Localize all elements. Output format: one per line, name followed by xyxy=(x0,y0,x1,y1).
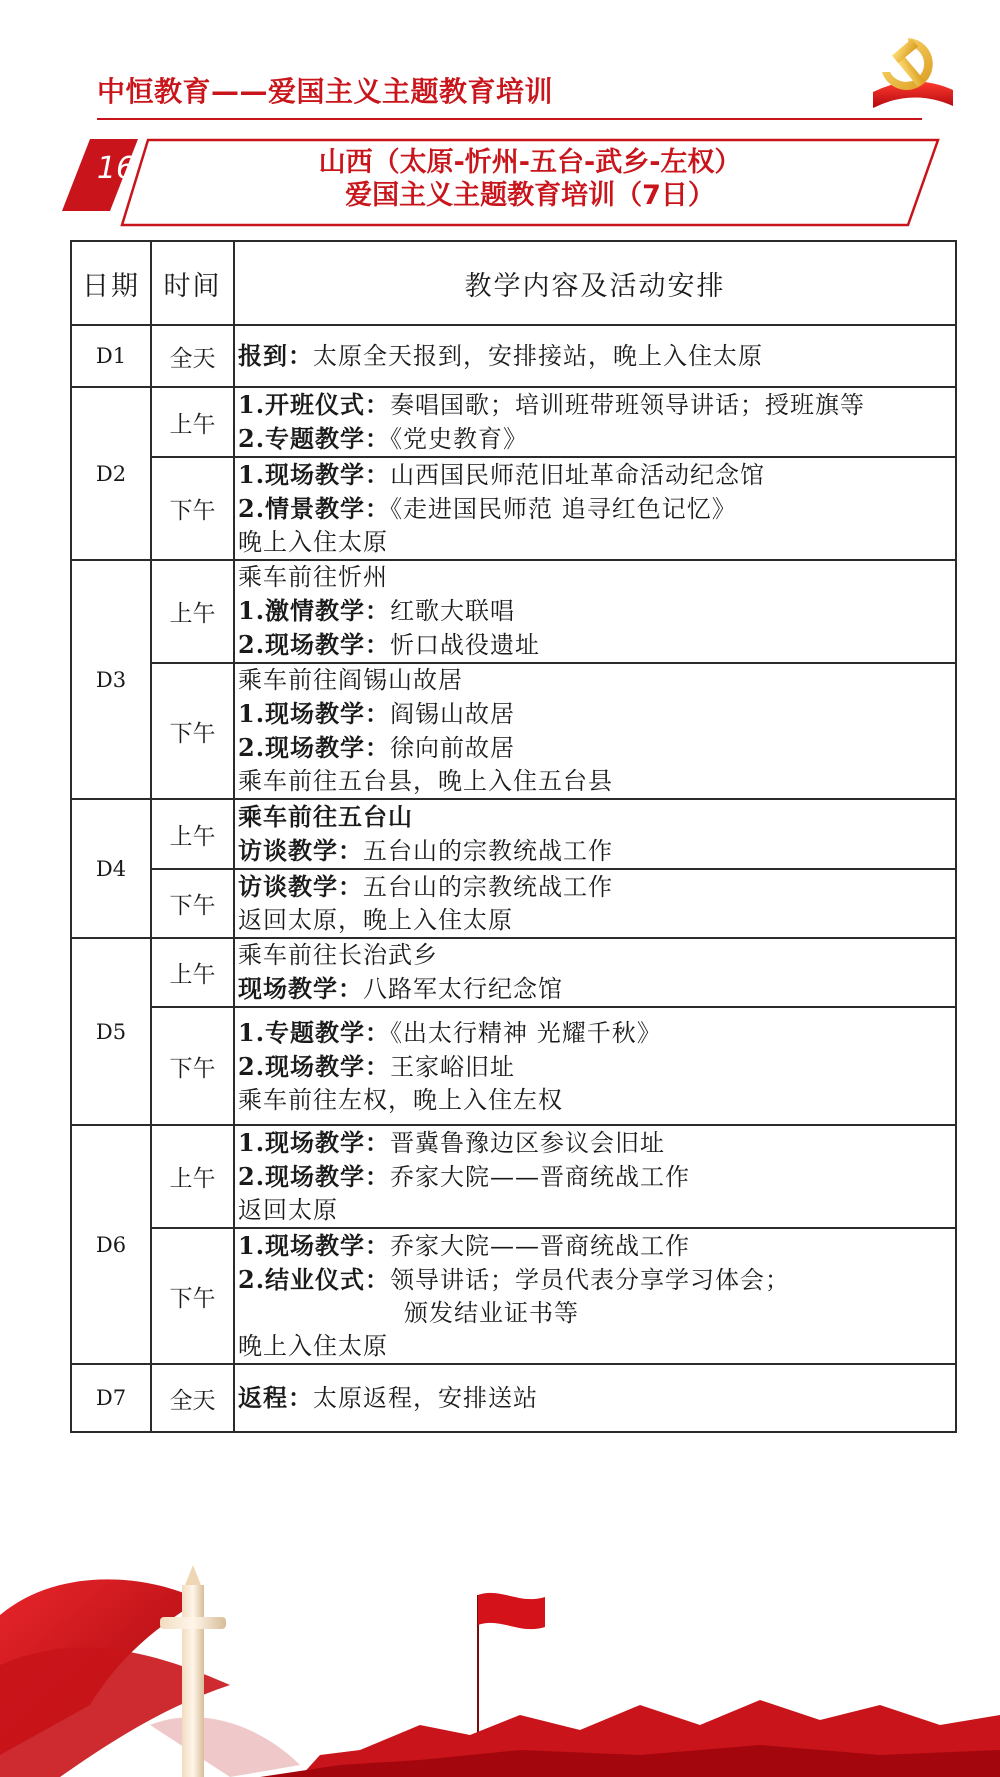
time-cell: 上午 xyxy=(151,1125,234,1228)
content-line xyxy=(238,628,955,662)
content-cell xyxy=(234,663,956,799)
content-text: 《党史教育》 xyxy=(390,425,529,453)
content-line xyxy=(238,458,955,492)
table-row xyxy=(71,938,956,1007)
content-label: 返程： xyxy=(238,1383,313,1412)
content-line xyxy=(238,1229,955,1263)
content-text: 返回太原 xyxy=(238,1196,338,1224)
table-row xyxy=(71,1228,956,1364)
table-row xyxy=(71,457,956,560)
content-text: 王家峪旧址 xyxy=(390,1052,516,1081)
content-line xyxy=(238,1263,955,1297)
day-cell: D6 xyxy=(71,1125,151,1364)
content-text: 返回太原，晚上入住太原 xyxy=(238,906,513,934)
header-content: 教学内容及活动安排 xyxy=(234,241,956,325)
content-text: 红歌大联唱 xyxy=(390,597,516,625)
time-cell: 上午 xyxy=(151,387,234,457)
content-label: 1.现场教学： xyxy=(238,699,391,728)
content-text: 八路军太行纪念馆 xyxy=(363,975,563,1003)
content-text: 晚上入住太原 xyxy=(238,1332,388,1360)
content-cell xyxy=(234,325,956,387)
content-line xyxy=(238,765,955,798)
content-cell xyxy=(234,869,956,938)
time-cell: 下午 xyxy=(151,457,234,560)
content-label: 乘车前往五台山 xyxy=(238,802,413,831)
day-cell: D3 xyxy=(71,560,151,799)
content-line xyxy=(238,697,955,731)
content-label: 1.现场教学： xyxy=(238,1231,391,1260)
content-text: 奏唱国歌；培训班带班领导讲话；授班旗等 xyxy=(390,391,866,419)
content-line xyxy=(238,492,955,526)
content-line xyxy=(238,561,955,594)
content-line xyxy=(238,664,955,697)
content-line xyxy=(238,1050,955,1084)
content-label: 2.结业仪式： xyxy=(238,1265,391,1294)
content-line xyxy=(238,870,955,904)
section-number: 16 xyxy=(96,151,136,186)
table-row xyxy=(71,325,956,387)
content-cell xyxy=(234,1364,956,1432)
table-row xyxy=(71,869,956,938)
time-cell: 下午 xyxy=(151,663,234,799)
table-row xyxy=(71,1007,956,1125)
time-cell: 下午 xyxy=(151,869,234,938)
table-header-row xyxy=(71,241,956,325)
content-text: 徐向前故居 xyxy=(390,734,516,762)
schedule-table xyxy=(70,240,957,1433)
content-text: 阎锡山故居 xyxy=(390,700,516,728)
content-cell xyxy=(234,457,956,560)
content-label: 1.现场教学： xyxy=(238,460,391,489)
content-line xyxy=(238,939,955,972)
content-text: 乔家大院——晋商统战工作 xyxy=(390,1163,691,1191)
content-cell xyxy=(234,1125,956,1228)
content-line xyxy=(238,1016,955,1050)
time-cell: 全天 xyxy=(151,1364,234,1432)
content-label: 2.情景教学： xyxy=(238,494,391,523)
content-text: 晋冀鲁豫边区参议会旧址 xyxy=(390,1129,666,1157)
content-line xyxy=(238,422,955,456)
day-cell: D2 xyxy=(71,387,151,560)
content-label: 访谈教学： xyxy=(238,872,363,901)
table-row xyxy=(71,663,956,799)
table-row xyxy=(71,560,956,663)
content-line xyxy=(238,1194,955,1227)
content-text: 乔家大院——晋商统战工作 xyxy=(390,1232,691,1260)
content-line xyxy=(238,526,955,559)
content-cell xyxy=(234,1007,956,1125)
content-cell xyxy=(234,387,956,457)
day-cell: D1 xyxy=(71,325,151,387)
header-date: 日期 xyxy=(71,241,151,325)
content-line xyxy=(238,1126,955,1160)
content-label: 现场教学： xyxy=(238,974,363,1003)
content-line xyxy=(238,800,955,834)
content-text: 乘车前往阎锡山故居 xyxy=(238,666,463,694)
content-line xyxy=(238,594,955,628)
time-cell: 全天 xyxy=(151,325,234,387)
content-label: 2.专题教学： xyxy=(238,424,391,453)
content-line xyxy=(238,834,955,868)
content-line xyxy=(238,1297,955,1330)
brand-title: 中恒教育——爱国主义主题教育培训 xyxy=(97,75,554,108)
content-text: 太原返程，安排送站 xyxy=(313,1384,538,1412)
hammer-sickle-emblem-icon xyxy=(868,32,958,114)
content-label: 1.专题教学： xyxy=(238,1017,391,1047)
content-text: 乘车前往五台县，晚上入住五台县 xyxy=(238,767,613,795)
content-text: 山西国民师范旧址革命活动纪念馆 xyxy=(390,461,766,489)
table-row xyxy=(71,1125,956,1228)
table-row xyxy=(71,387,956,457)
header-divider xyxy=(97,118,922,120)
content-line xyxy=(238,388,955,422)
content-text: 忻口战役遗址 xyxy=(390,631,541,659)
day-cell: D4 xyxy=(71,799,151,938)
content-label: 2.现场教学： xyxy=(238,1051,391,1081)
time-cell: 上午 xyxy=(151,799,234,869)
content-label: 1.激情教学： xyxy=(238,596,391,625)
content-line xyxy=(238,1084,955,1117)
time-cell: 上午 xyxy=(151,938,234,1007)
table-row xyxy=(71,1364,956,1432)
content-text: 五台山的宗教统战工作 xyxy=(363,837,613,865)
content-line xyxy=(238,972,955,1006)
content-cell xyxy=(234,560,956,663)
day-cell: D7 xyxy=(71,1364,151,1432)
content-text: 颁发结业证书等 xyxy=(404,1299,579,1327)
time-cell: 下午 xyxy=(151,1007,234,1125)
time-cell: 下午 xyxy=(151,1228,234,1364)
content-label: 报到： xyxy=(238,341,313,370)
content-line xyxy=(238,1381,955,1415)
content-line xyxy=(238,731,955,765)
content-label: 1.现场教学： xyxy=(238,1128,391,1157)
content-label: 访谈教学： xyxy=(238,836,363,865)
content-text: 乘车前往长治武乡 xyxy=(238,941,438,969)
content-text: 《出太行精神 光耀千秋》 xyxy=(390,1018,662,1047)
content-line xyxy=(238,904,955,937)
content-line xyxy=(238,1330,955,1363)
title-line-2: 爱国主义主题教育培训（7日） xyxy=(345,180,715,211)
content-text: 五台山的宗教统战工作 xyxy=(363,873,613,901)
time-cell: 上午 xyxy=(151,560,234,663)
content-text: 太原全天报到，安排接站，晚上入住太原 xyxy=(313,342,763,370)
content-label: 2.现场教学： xyxy=(238,1162,391,1191)
content-line xyxy=(238,339,955,373)
content-cell xyxy=(234,799,956,869)
content-text: 《走进国民师范 追寻红色记忆》 xyxy=(390,495,737,523)
content-line xyxy=(238,1160,955,1194)
header-time: 时间 xyxy=(151,241,234,325)
content-cell xyxy=(234,938,956,1007)
content-label: 1.开班仪式： xyxy=(238,390,391,419)
title-line-1: 山西（太原-忻州-五台-武乡-左权） xyxy=(318,147,742,178)
day-cell: D5 xyxy=(71,938,151,1125)
content-label: 2.现场教学： xyxy=(238,733,391,762)
page-title xyxy=(160,146,900,212)
content-label: 2.现场教学： xyxy=(238,630,391,659)
content-text: 领导讲话；学员代表分享学习体会； xyxy=(390,1266,791,1294)
content-text: 晚上入住太原 xyxy=(238,528,388,556)
content-text: 乘车前往左权，晚上入住左权 xyxy=(238,1085,563,1114)
table-row xyxy=(71,799,956,869)
red-flag-ribbon-banner xyxy=(0,1555,1000,1777)
content-cell xyxy=(234,1228,956,1364)
content-text: 乘车前往忻州 xyxy=(238,563,388,591)
